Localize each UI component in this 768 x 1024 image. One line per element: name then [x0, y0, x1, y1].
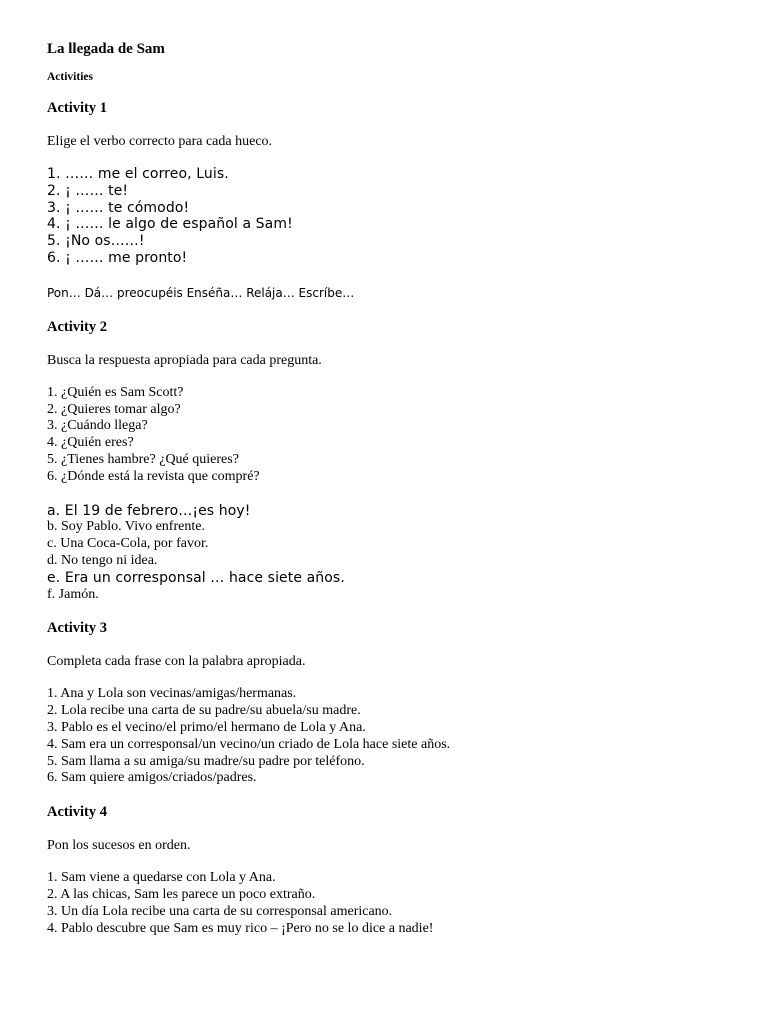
activity-2-heading: Activity 2 [47, 318, 107, 335]
activity-2-instruction: Busca la respuesta apropiada para cada pregunta. [47, 352, 322, 368]
list-item: 6. ¿Dónde está la revista que compré? [47, 468, 260, 484]
activity-3-instruction: Completa cada frase con la palabra apropiada. [47, 654, 306, 670]
list-item: 5. ¿Tienes hambre? ¿Qué quieres? [47, 451, 239, 467]
list-item: 2. Lola recibe una carta de su padre/su abuela/su madre. [47, 703, 361, 719]
list-item: 4. Pablo descubre que Sam es muy rico – ¡Pero no se lo dice a nadie! [47, 920, 434, 936]
activity-1-list [47, 166, 737, 267]
list-item: 3. Un día Lola recibe una carta de su corresponsal americano. [47, 903, 393, 919]
list-item: c. Una Coca-Cola, por favor. [47, 536, 209, 552]
list-item: a. El 19 de febrero…¡es hoy! [47, 502, 251, 519]
list-item: 3. ¿Cuándo llega? [47, 418, 148, 434]
activity-2-section [47, 319, 737, 604]
list-item: e. Era un corresponsal … hace siete años. [47, 569, 345, 586]
list-item: 5. Sam llama a su amiga/su madre/su padre por teléfono. [47, 753, 365, 769]
list-item: 2. ¿Quieres tomar algo? [47, 401, 181, 417]
list-item: 3. ¡ …… te cómodo! [47, 199, 190, 216]
list-item: 1. Sam viene a quedarse con Lola y Ana. [47, 870, 276, 886]
activity-2-questions [47, 385, 737, 486]
list-item: 4. ¿Quién eres? [47, 435, 134, 451]
document-subtitle: Activities [47, 71, 93, 83]
list-item: d. No tengo ni idea. [47, 552, 158, 568]
document-title: La llegada de Sam [47, 41, 165, 57]
activity-2-answers [47, 503, 737, 604]
activity-3-section [47, 620, 737, 787]
activity-3-list [47, 686, 737, 787]
list-item: 1. …… me el correo, Luis. [47, 166, 229, 182]
list-item: 6. Sam quiere amigos/criados/padres. [47, 770, 257, 786]
list-item: f. Jamón. [47, 586, 99, 602]
activity-1-heading: Activity 1 [47, 100, 107, 116]
activity-1-instruction: Elige el verbo correcto para cada hueco. [47, 134, 273, 149]
list-item: 4. ¡ …… le algo de español a Sam! [47, 216, 293, 233]
list-item: 2. A las chicas, Sam les parece un poco extraño. [47, 886, 316, 902]
activity-3-heading: Activity 3 [47, 620, 107, 637]
list-item: b. Soy Pablo. Vivo enfrente. [47, 519, 205, 535]
document-page [47, 40, 737, 954]
activity-1-section [47, 100, 737, 302]
activity-4-instruction: Pon los sucesos en orden. [47, 838, 191, 854]
list-item: 2. ¡ …… te! [47, 182, 129, 199]
activity-4-list [47, 870, 737, 937]
activity-4-section [47, 804, 737, 937]
list-item: 6. ¡ …… me pronto! [47, 249, 188, 266]
activity-1-word-bank: Pon… Dá… preocupéis Enséña… Relája… Escríbe… [47, 285, 355, 300]
list-item: 4. Sam era un corresponsal/un vecino/un criado de Lola hace siete años. [47, 736, 451, 752]
list-item: 1. ¿Quién es Sam Scott? [47, 384, 184, 400]
list-item: 5. ¡No os……! [47, 233, 145, 250]
list-item: 3. Pablo es el vecino/el primo/el hermano de Lola y Ana. [47, 719, 366, 735]
list-item: 1. Ana y Lola son vecinas/amigas/hermanas. [47, 686, 297, 702]
activity-4-heading: Activity 4 [47, 804, 107, 821]
